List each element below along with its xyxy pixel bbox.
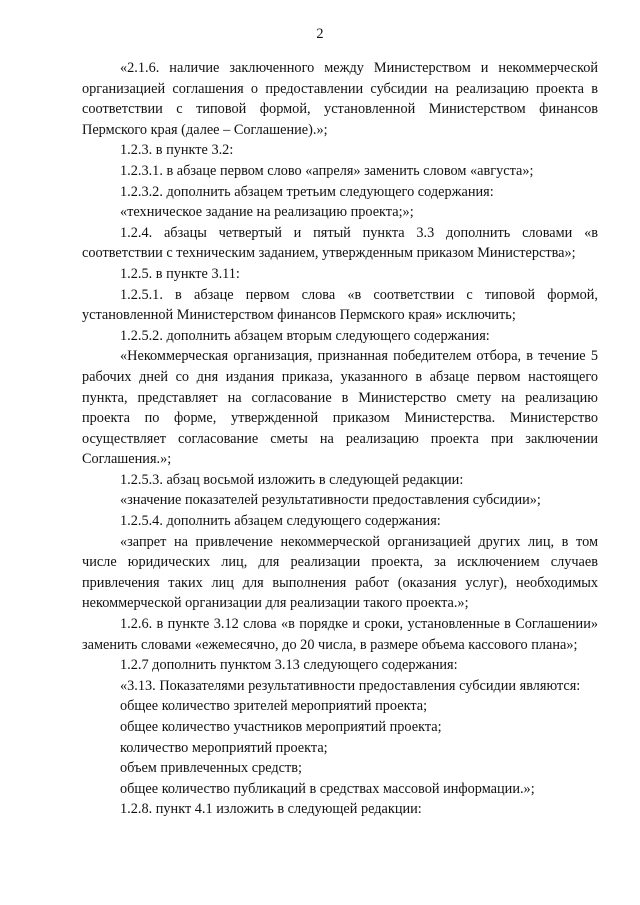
document-body — [82, 58, 598, 820]
paragraph: 1.2.7 дополнить пунктом 3.13 следующего содержания: — [120, 657, 458, 674]
paragraph: количество мероприятий проекта; — [120, 739, 328, 756]
paragraph: «Некоммерческая организация, признанная победителем отбора, в течение 5 рабочих дней со дня издания приказа, указанного в абзаце первом настоящего пункта, представляет на согласование в Министерство смету на реализацию проекта по форме, утвержденной приказом Министерства. Министерство осуществляет согласование сметы на реализацию проекта при заключении Соглашения.»; — [82, 348, 598, 468]
paragraph: «3.13. Показателями результативности предоставления субсидии являются: — [120, 677, 581, 694]
paragraph: 1.2.8. пункт 4.1 изложить в следующей редакции: — [120, 801, 422, 818]
paragraph: 1.2.5. в пункте 3.11: — [120, 265, 240, 282]
paragraph: 1.2.4. абзацы четвертый и пятый пункта 3.3 дополнить словами «в соответствии с техническим заданием, утвержденным приказом Министерства»; — [82, 224, 598, 262]
paragraph: 1.2.5.1. в абзаце первом слова «в соответствии с типовой формой, установленной Министерством финансов Пермского края» исключить; — [82, 286, 598, 324]
paragraph: «2.1.6. наличие заключенного между Министерством и некоммерческой организацией соглашения о предоставлении субсидии на реализацию проекта в соответствии с типовой формой, установленной Министерством финансов Пермского края (далее – Соглашение).»; — [82, 60, 598, 138]
paragraph: 1.2.3. в пункте 3.2: — [120, 142, 234, 159]
paragraph: 1.2.5.3. абзац восьмой изложить в следующей редакции: — [120, 471, 464, 488]
paragraph: объем привлеченных средств; — [120, 760, 302, 777]
paragraph: общее количество участников мероприятий проекта; — [120, 719, 442, 735]
paragraph: «запрет на привлечение некоммерческой организацией других лиц, в том числе юридических лиц, для реализации проекта, за исключением случаев привлечения таких лиц для выполнения работ (оказания услуг), необходимых некоммерческой организации для реализации такого проекта.»; — [82, 533, 598, 612]
paragraph: общее количество зрителей мероприятий проекта; — [120, 698, 428, 715]
paragraph: общее количество публикаций в средствах массовой информации.»; — [120, 780, 535, 797]
paragraph: «значение показателей результативности предоставления субсидии»; — [120, 492, 541, 509]
paragraph: «техническое задание на реализацию проекта;»; — [120, 204, 414, 221]
paragraph: 1.2.5.2. дополнить абзацем вторым следующего содержания: — [120, 327, 490, 344]
paragraph: 1.2.3.1. в абзаце первом слово «апреля» заменить словом «августа»; — [120, 162, 534, 179]
paragraph: 1.2.3.2. дополнить абзацем третьим следующего содержания: — [120, 183, 494, 200]
paragraph: 1.2.6. в пункте 3.12 слова «в порядке и сроки, установленные в Соглашении» заменить словами «ежемесячно, до 20 числа, в размере объема кассового плана»; — [82, 616, 598, 653]
paragraph: 1.2.5.4. дополнить абзацем следующего содержания: — [120, 513, 441, 530]
page-number: 2 — [316, 26, 324, 42]
